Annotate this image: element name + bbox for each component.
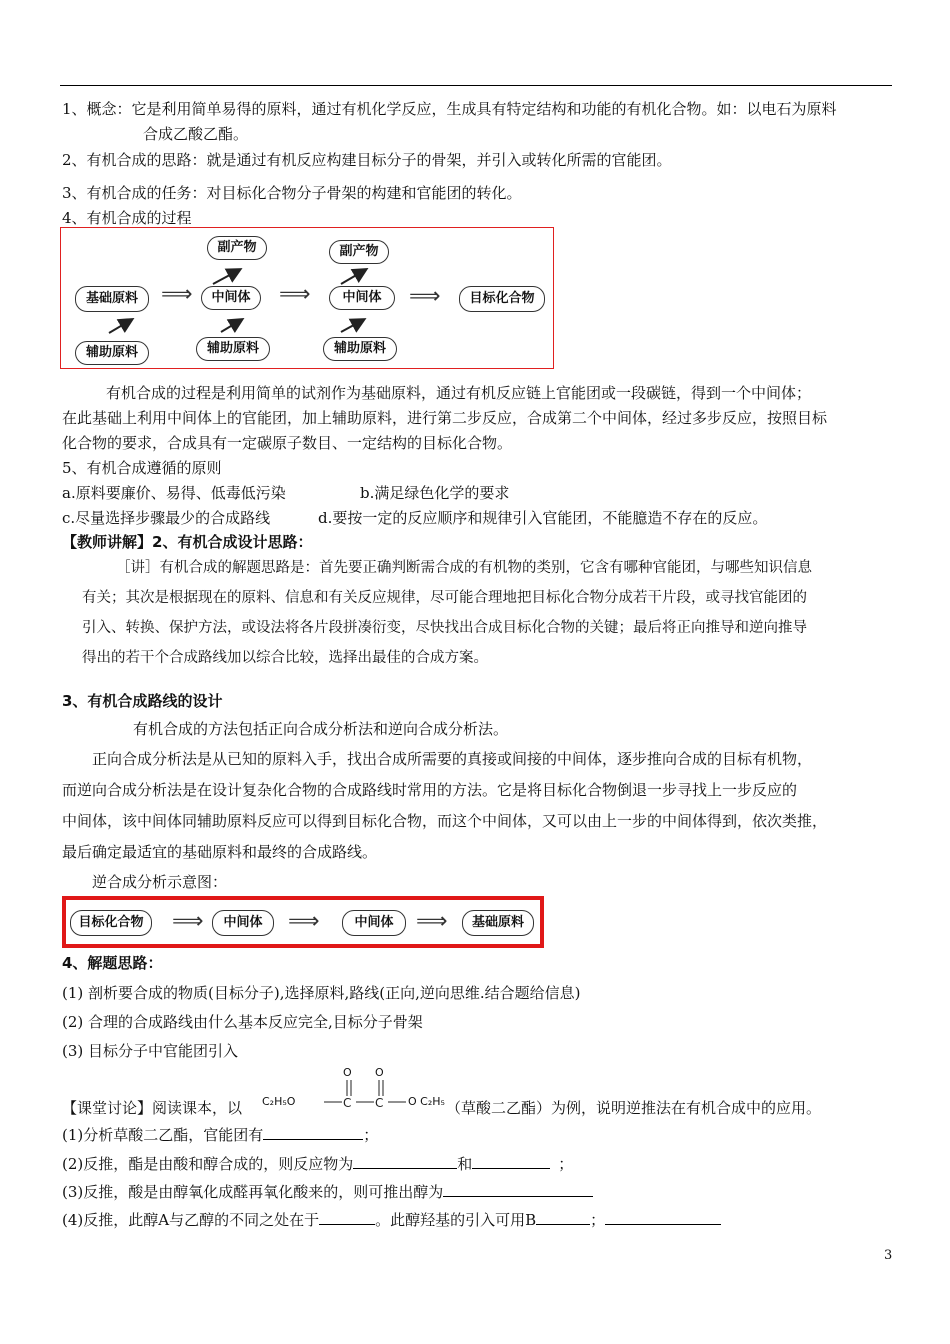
retro-node-intermediate-1: 中间体 [212,910,274,936]
task-line: 3、有机合成的任务：对目标化合物分子骨架的构建和官能团的转化。 [62,184,522,202]
retro-node-intermediate-2: 中间体 [342,910,406,936]
process-para-line-1: 有机合成的过程是利用简单的试剂作为基础原料，通过有机反应链上官能团或一段碳链，得到一个中间体； [106,384,812,402]
page-number: 3 [884,1248,893,1263]
node-aux-material-1: 辅助原料 [75,341,149,365]
process-diagram [60,227,554,369]
retro-arrow-1: ⟹ [172,909,204,934]
teacher-line-1: ［讲］有机合成的解题思路是：首先要正确判断需合成的有机物的类别，它含有哪种官能团，与哪些知识信息 [116,560,812,576]
arrow-aux-to-intermediate-2 [341,320,363,332]
question-3-text: (3)反推，酸是由醇氧化成醛再氧化酸来的，则可推出醇为 [62,1183,444,1201]
arrow-aux-to-intermediate-1 [221,320,241,332]
question-4-blank-1[interactable] [319,1210,375,1225]
arrow-to-byproduct-1 [213,270,239,284]
question-2-mid: 和 [457,1155,473,1173]
question-4 [62,1209,721,1230]
retro-arrow-2: ⟹ [288,909,320,934]
formula-right-group: O C₂H₅ [408,1095,445,1108]
question-4-blank-2[interactable] [536,1210,590,1225]
arrow-aux-to-base [109,320,131,333]
teacher-line-4: 得出的若干个合成路线加以综合比较，选择出最佳的合成方案。 [82,650,488,666]
question-2 [62,1153,573,1174]
retro-caption: 逆合成分析示意图： [92,873,228,891]
teacher-heading: 【教师讲解】2、有机合成设计思路： [62,533,313,551]
principle-b: b.满足绿色化学的要求 [360,484,510,502]
node-aux-material-2: 辅助原料 [196,337,270,361]
route-design-intro: 有机合成的方法包括正向合成分析法和逆向合成分析法。 [133,720,509,738]
node-intermediate-2: 中间体 [329,286,395,310]
process-para-line-2: 在此基础上利用中间体上的官能团，加上辅助原料，进行第二步反应，合成第二个中间体，经过多步反应，按照目标 [62,409,828,427]
principle-a: a.原料要廉价、易得、低毒低污染 [62,484,286,502]
double-arrow-2: ⟹ [279,282,311,307]
solving-item-1: (1) 剖析要合成的物质(目标分子),选择原料,路线(正向,逆向思维.结合题给信息) [62,984,581,1002]
solving-item-3: (3) 目标分子中官能团引入 [62,1042,239,1060]
question-3-blank[interactable] [443,1182,593,1197]
question-4-mid: 。此醇羟基的引入可用B [375,1211,537,1229]
route-design-line-2: 而逆向合成分析法是在设计复杂化合物的合成路线时常用的方法。它是将目标化合物倒退一步寻找上一步反应的 [62,781,798,799]
principles-heading: 5、有机合成遵循的原则 [62,459,222,477]
process-para-line-3: 化合物的要求，合成具有一定碳原子数目、一定结构的目标化合物。 [62,434,513,452]
node-aux-material-3: 辅助原料 [323,337,397,361]
principle-d: d.要按一定的反应顺序和规律引入官能团，不能臆造不存在的反应。 [318,509,768,527]
diethyl-oxalate-formula [262,1066,445,1124]
solving-heading: 4、解题思路： [62,954,163,972]
solving-item-2: (2) 合理的合成路线由什么基本反应完全,目标分子骨架 [62,1013,423,1031]
discussion-intro: 【课堂讨论】阅读课本，以 [62,1099,243,1117]
question-2-blank-1[interactable] [353,1154,457,1169]
retro-node-base: 基础原料 [462,910,534,936]
question-4-text: (4)反推，此醇A与乙醇的不同之处在于 [62,1211,320,1229]
node-byproduct-2: 副产物 [329,240,389,264]
svg-text:C: C [343,1096,352,1110]
formula-oxygen-2: O [375,1066,384,1079]
node-target-compound: 目标化合物 [459,286,545,312]
question-2-text: (2)反推，酯是由酸和醇合成的，则反应物为 [62,1155,354,1173]
formula-left-group: C₂H₅O [262,1095,296,1108]
principle-c: c.尽量选择步骤最少的合成路线 [62,509,271,527]
route-design-line-4: 最后确定最适宜的基础原料和最终的合成路线。 [62,843,378,861]
double-arrow-1: ⟹ [161,282,193,307]
retrosynthesis-diagram [62,896,544,948]
teacher-line-3: 引入、转换、保护方法，或设法将各片段拼凑衍变，尽快找出合成目标化合物的关键；最后将正向推导和逆向推导 [82,620,807,636]
idea-line: 2、有机合成的思路：就是通过有机反应构建目标分子的骨架，并引入或转化所需的官能团。 [62,151,672,169]
question-3 [62,1181,593,1202]
route-design-heading: 3、有机合成路线的设计 [62,692,223,710]
process-heading: 4、有机合成的过程 [62,209,192,227]
teacher-line-2: 有关；其次是根据现在的原料、信息和有关反应规律，尽可能合理地把目标化合物分成若干片段，或寻找官能团的 [82,590,807,606]
svg-text:C: C [375,1096,384,1110]
arrow-to-byproduct-2 [341,270,365,284]
node-byproduct-1: 副产物 [207,236,267,260]
question-1-blank[interactable] [263,1125,363,1140]
formula-bonds [262,1066,442,1120]
discussion-tail: （草酸二乙酯）为例，说明逆推法在有机合成中的应用。 [446,1099,822,1117]
concept-line: 1、概念：它是利用简单易得的原料，通过有机化学反应，生成具有特定结构和功能的有机化合物。如：以电石为原料 [62,100,837,118]
double-arrow-3: ⟹ [409,284,441,309]
route-design-line-3: 中间体，该中间体同辅助原料反应可以得到目标化合物，而这个中间体，又可以由上一步的中间体得到，依次类推， [62,812,828,830]
question-4-blank-3[interactable] [605,1210,721,1225]
question-4-end: ； [590,1211,606,1229]
question-1-text: (1)分析草酸二乙酯，官能团有 [62,1126,264,1144]
route-design-line-1: 正向合成分析法是从已知的原料入手，找出合成所需要的真接或间接的中间体，逐步推向合成的目标有机物， [92,750,813,768]
question-1 [62,1124,378,1145]
node-base-material: 基础原料 [75,286,149,312]
question-2-end: ； [558,1155,574,1173]
retro-node-target: 目标化合物 [70,910,152,936]
question-1-end: ； [363,1126,379,1144]
concept-line-cont: 合成乙酸乙酯。 [143,125,249,143]
node-intermediate-1: 中间体 [201,286,261,310]
header-rule [60,85,892,86]
retro-arrow-3: ⟹ [416,909,448,934]
question-2-blank-2[interactable] [472,1154,550,1169]
formula-oxygen-1: O [343,1066,352,1079]
